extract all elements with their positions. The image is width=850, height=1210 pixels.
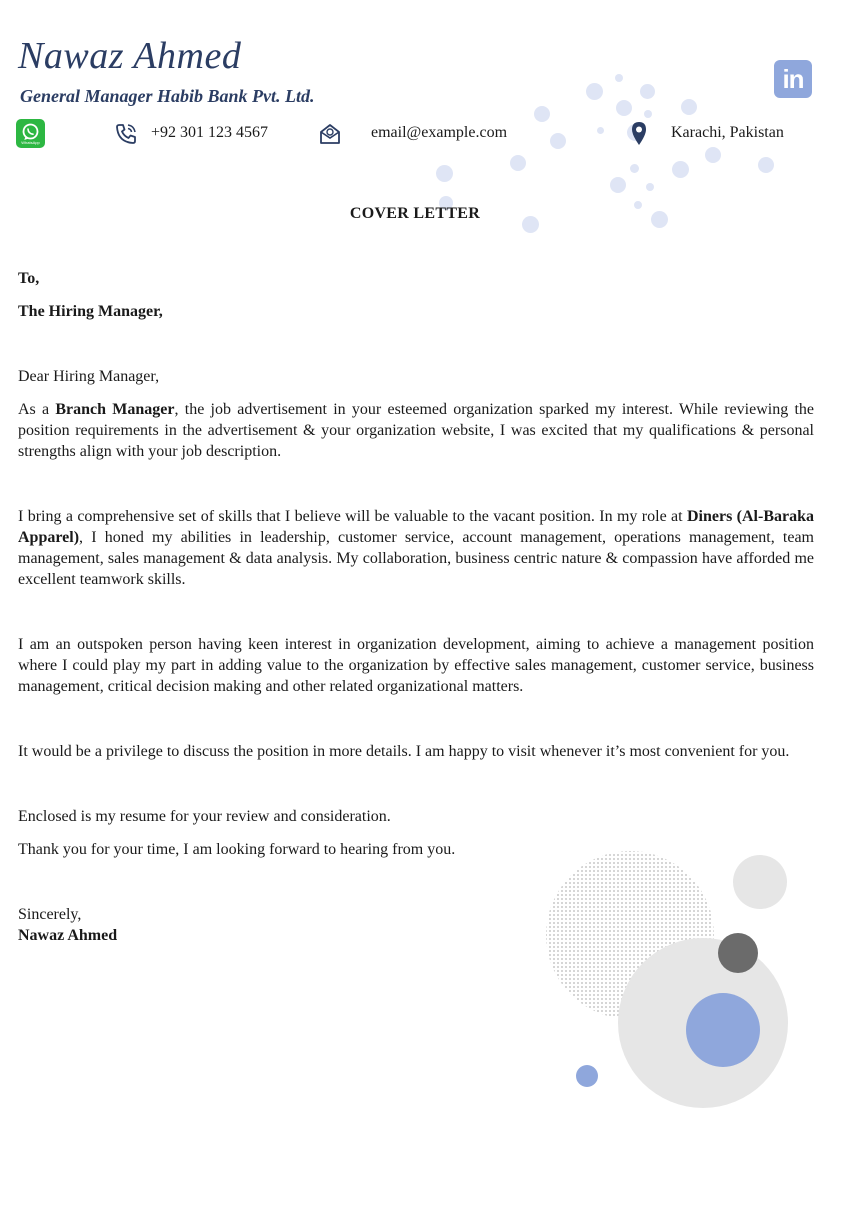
- phone-number[interactable]: +92 301 123 4567: [151, 124, 269, 141]
- letter-paragraph-4: It would be a privilege to discuss the position in more details. I am happy to visit whenever it’s most convenient for you.: [18, 743, 790, 760]
- letter-paragraph-1: As a Branch Manager, the job advertisement in your esteemed organization sparked my interest. While reviewing the position requirements in the advertisement & your organization website, I was excited that my qualifications & personal strengths align with your job description.: [18, 401, 814, 460]
- phone-icon: [114, 122, 138, 146]
- location-text: Karachi, Pakistan: [671, 124, 784, 141]
- letter-closing: Sincerely,: [18, 906, 82, 923]
- applicant-job-title: General Manager Habib Bank Pvt. Ltd.: [20, 86, 315, 106]
- letter-to: To,: [18, 270, 40, 287]
- letter-signature: Nawaz Ahmed: [18, 927, 118, 944]
- linkedin-icon[interactable]: [774, 60, 812, 98]
- letter-paragraph-6: Thank you for your time, I am looking forward to hearing from you.: [18, 841, 456, 858]
- applicant-name: Nawaz Ahmed: [18, 35, 242, 77]
- email-address[interactable]: email@example.com: [371, 124, 508, 141]
- highlight-role: Branch Manager: [55, 401, 175, 418]
- highlight-company: Diners (Al-Baraka Apparel): [18, 508, 814, 546]
- letter-paragraph-2: I bring a comprehensive set of skills that I believe will be valuable to the vacant position. In my role at Diners (Al-Baraka Apparel), I honed my abilities in leadership, customer service, account management, operations management, team management, sales management & data analysis. My collaboration, business centric nature & compassion have afforded me excellent teamwork skills.: [18, 508, 814, 588]
- circles-decoration: [540, 845, 800, 1115]
- location-pin-icon: [630, 121, 648, 147]
- linkedin-label: in: [782, 64, 804, 94]
- letter-salutation: Dear Hiring Manager,: [18, 368, 160, 385]
- letter-paragraph-5: Enclosed is my resume for your review and consideration.: [18, 808, 391, 825]
- cover-letter-heading: COVER LETTER: [349, 205, 481, 222]
- letter-paragraph-3: I am an outspoken person having keen interest in organization development, aiming to achieve a management position where I could play my part in adding value to the organization by effective sales management, customer service, business management, critical decision making and other related organizational matters.: [18, 636, 814, 695]
- whatsapp-icon[interactable]: [16, 119, 45, 148]
- email-icon: [318, 122, 342, 146]
- whatsapp-label: WhatsApp: [21, 140, 40, 145]
- letter-recipient: The Hiring Manager,: [18, 303, 163, 320]
